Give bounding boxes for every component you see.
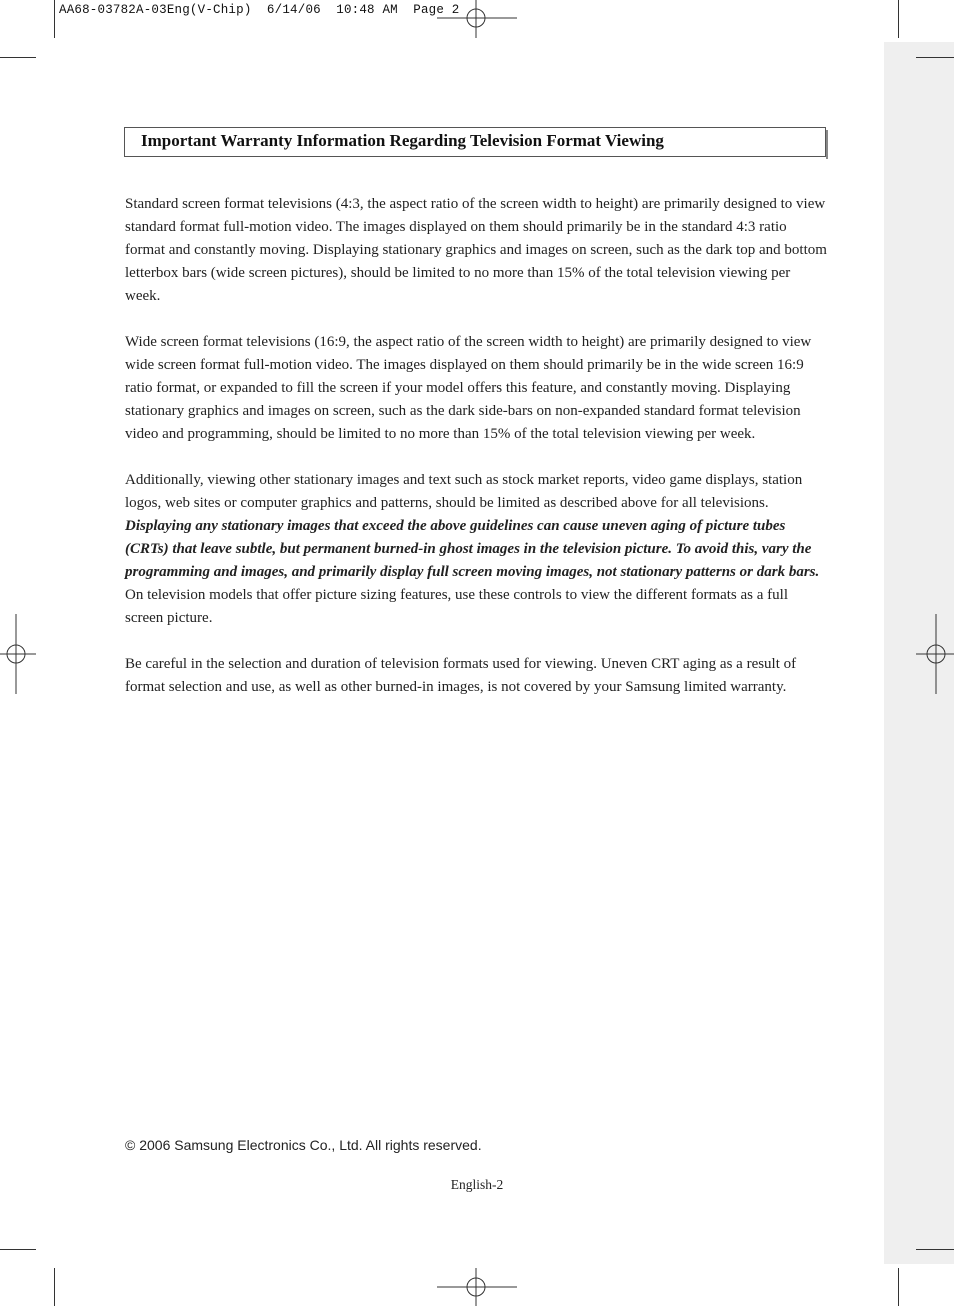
crop-mark xyxy=(898,0,899,38)
registration-mark-icon xyxy=(916,614,954,694)
crop-mark xyxy=(54,1268,55,1306)
paragraph-standard-format: Standard screen format televisions (4:3, the aspect ratio of the screen width to height) are primarily designed to view standard format full-motion video. The images displayed on them should primarily be in the standard 4:3 ratio format and constantly moving. Displaying stationary graphics and images on screen, such as the dark top and bottom letterbox bars (wide screen pictures), should be limited to no more than 15% of the total television viewing per week. xyxy=(125,196,827,304)
copyright-notice: © 2006 Samsung Electronics Co., Ltd. All rights reserved. xyxy=(125,1137,482,1153)
page-number: English-2 xyxy=(450,1177,504,1192)
paragraph-text: Additionally, viewing other stationary images and text such as stock market reports, video game displays, station logos, web sites or computer graphics and patterns, should be limited as described above for all televisions. xyxy=(125,472,803,511)
body-content xyxy=(125,193,827,722)
crop-mark xyxy=(0,1249,36,1250)
crop-mark xyxy=(0,57,36,58)
crop-mark xyxy=(916,1249,954,1250)
paragraph-stationary-images xyxy=(125,469,827,630)
registration-mark-icon xyxy=(437,1268,517,1306)
paragraph-warranty-exclusion: Be careful in the selection and duration of television formats used for viewing. Uneven CRT aging as a result of format selection and use, as well as other burned-in images, is not covered by your Samsung limited warranty. xyxy=(125,656,797,695)
registration-mark-icon xyxy=(437,0,517,38)
section-title-box xyxy=(124,127,826,157)
registration-mark-icon xyxy=(0,614,36,694)
paragraph-wide-screen-format: Wide screen format televisions (16:9, the aspect ratio of the screen width to height) are primarily designed to view wide screen format full-motion video. The images displayed on them should primarily be in the wide screen 16:9 ratio format, or expanded to fill the screen if your model offers this feature, and constantly moving. Displaying stationary graphics and images on screen, such as the dark side-bars on non-expanded standard format television video and programming, should be limited to no more than 15% of the total television viewing per week. xyxy=(125,334,812,442)
page-title: Important Warranty Information Regarding Television Format Viewing xyxy=(141,131,664,150)
paragraph-text: On television models that offer picture sizing features, use these controls to view the different formats as a full screen picture. xyxy=(125,587,789,626)
crop-mark xyxy=(898,1268,899,1306)
burn-in-warning: Displaying any stationary images that exceed the above guidelines can cause uneven aging of picture tubes (CRTs) that leave subtle, but permanent burned-in ghost images in the television picture. To avoid this, vary the programming and images, and primarily display full screen moving images, not stationary patterns or dark bars. xyxy=(125,518,820,580)
crop-mark xyxy=(916,57,954,58)
crop-mark xyxy=(54,0,55,38)
print-slug: AA68-03782A-03Eng(V-Chip) 6/14/06 10:48 AM Page 2 xyxy=(59,3,460,17)
